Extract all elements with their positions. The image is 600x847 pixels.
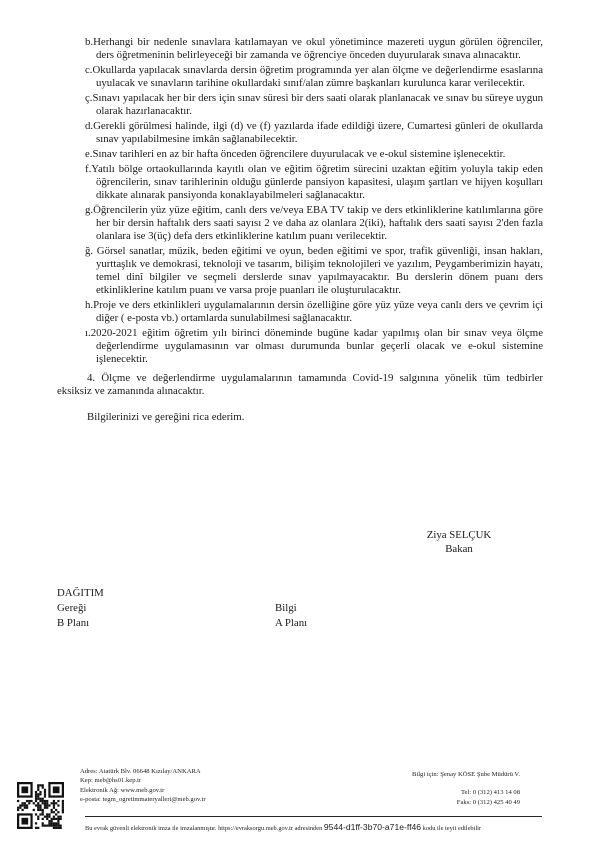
list-item: [85, 245, 543, 297]
list-item: [85, 204, 543, 243]
list-item-text: Sınavı yapılacak her bir ders için sınav süresi bir ders saati olarak planlanacak ve sınav bu süreye uygun olarak hazırlanacaktır.: [92, 92, 543, 117]
footer-fax: Faks: 0 (312) 425 40 49: [456, 798, 520, 806]
list-item: [85, 327, 543, 366]
paragraph-4: [57, 372, 543, 398]
list-item-text: Görsel sanatlar, müzik, beden eğitimi ve oyun, beden eğitimi ve spor, trafik güvenliği, insan hakları, yurttaşlık ve demokrasi, teknoloji ve tasarım, bilişim teknolojileri ve yazılım, Peygamberimizin hayatı, temel dinî bilgiler ve seçmeli derslerde sınav yapılmayacaktır. Bu derslerin dönem puanı ders etkinliklerine katılım puanı ve varsa proje puanları ile oluşturulacaktır.: [96, 245, 543, 296]
signer-name: Ziya SELÇUK: [426, 529, 492, 541]
list-item: [85, 163, 543, 202]
list-item-text: Okullarda yapılacak sınavlarda dersin öğretim programında yer alan ölçme ve değerlendirme esaslarına uyulacak ve sınavların tarihine okullardaki sınıf/alan zümre başkanları kurulunca karar verilecektir.: [92, 64, 543, 89]
distribution-left-header: Gereği: [57, 602, 87, 614]
list-item-marker: g.: [85, 204, 94, 216]
footer-info-contact: Bilgi için: Şenay KÖSE Şube Müdürü V.: [411, 771, 520, 778]
e-signature-verification: [85, 822, 542, 834]
list-item-marker: ı.: [85, 327, 91, 339]
footer-contact-right: [412, 770, 520, 807]
list-item-marker: f.: [85, 163, 92, 175]
distribution-right-header: Bilgi: [275, 602, 297, 614]
list-item-marker: e.: [85, 148, 93, 160]
paragraph-4-text: Ölçme ve değerlendirme uygulamalarının tamamında Covid-19 salgınına yönelik tüm tedbirler eksiksiz ve zamanında alınacaktır.: [57, 372, 544, 397]
list-item-marker: d.: [85, 120, 94, 132]
list-item-marker: c.: [85, 64, 93, 76]
list-item-text: Proje ve ders etkinlikleri uygulamalarının dersin özelliğine göre yüz yüze veya canlı ders ve çevrim içi diğer ( e-posta vb.) ortamlarda sunulabilmesi sağlanacaktır.: [93, 299, 543, 324]
footer-email: e-posta: tegm_ogretimmateryalleri@meb.gov.tr: [80, 796, 206, 804]
list-item-text: Gerekli görülmesi halinde, ilgi (d) ve (f) yazılarda ifade edildiği üzere, Cumartesi günleri de okullarda sınav yapılabilmesine imkân sağlanabilecektir.: [93, 120, 543, 145]
document-body: [57, 36, 543, 424]
list-item-marker: h.: [85, 299, 94, 311]
verification-code: 9544-d1ff-3b70-a71e-ff46: [323, 822, 422, 832]
list-item-marker: ç.: [85, 92, 93, 104]
verification-suffix: kodu ile teyit edilebilir: [421, 825, 482, 832]
footer-tel: Tel: 0 (312) 413 14 08: [460, 789, 520, 797]
list-item: [85, 64, 543, 90]
list-item-text: 2020-2021 eğitim öğretim yılı birinci döneminde bugüne kadar yapılmış olan bir sınav veya ölçme değerlendirme uygulamasının var olması durumunda bunlar geçerli olacak ve e-okul sistemine işlenecektir.: [90, 327, 543, 365]
list-item-text: Herhangi bir nedenle sınavlara katılamayan ve okul yönetimince mazereti uygun görülen öğrenciler, ders öğretmeninin belirleyeceği bir zamanda ve öğrenciye önceden duyurularak sınava alınacaktır.: [93, 36, 543, 61]
paragraph-4-marker: 4.: [87, 372, 102, 384]
qr-code-icon: [17, 782, 64, 829]
distribution-left-item: B Planı: [57, 617, 90, 629]
footer-divider: [85, 816, 542, 817]
list-item-text: Öğrencilerin yüz yüze eğitim, canlı ders ve/veya EBA TV takip ve ders etkinliklerine katılımlarına göre her bir dersin haftalık ders saati sayısı 2 ve daha az olanlara 2(iki), haftalık ders saati sayısı 2'den fazla olanlara ise 3(üç) defa ders etkinliklerine katılım puanı verilecektir.: [93, 204, 543, 242]
list-item: [85, 148, 543, 161]
signer-title: Bakan: [445, 543, 473, 555]
closing-sentence: Bilgilerinizi ve gereğini rica ederim.: [87, 411, 245, 423]
list-item: [85, 120, 543, 146]
footer-network: Elektronik Ağ: www.meb.gov.tr: [80, 786, 165, 794]
list-item-text: Yatılı bölge ortaokullarında kayıtlı olan ve eğitim öğretim sürecini uzaktan eğitim yoluyla takip eden öğrencilerin, sınav tarihlerinin olduğu günlerde pansiyon kapasitesi, ulaşım şartları ve hijyen koşulları dikkate alınarak pansiyonda konaklayabilmeleri sağlanacaktır.: [91, 163, 543, 201]
list-item: [85, 36, 543, 62]
list-item: [85, 92, 543, 118]
list-item-text: Sınav tarihleri en az bir hafta önceden öğrencilere duyurulacak ve e-okul sistemine işlenecektir.: [92, 148, 506, 160]
footer-contact-left: [80, 767, 206, 805]
footer-address: Adres: Atatürk Blv. 06648 Kızılay/ANKARA: [80, 768, 201, 775]
distribution-title: DAĞITIM: [57, 587, 104, 599]
list-item-marker: ğ.: [85, 245, 97, 257]
signature-block: [392, 528, 526, 556]
verification-prefix: Bu evrak güvenli elektronik imza ile imzalanmıştır. https://evraksorgu.meb.gov.tr adresinden: [85, 825, 324, 832]
list-item-marker: b.: [85, 36, 94, 48]
distribution-section: [57, 586, 377, 631]
distribution-right-item: A Planı: [275, 617, 308, 629]
footer-kep: Kep: meb@hs01.kep.tr: [80, 777, 142, 785]
list-item: [85, 299, 543, 325]
